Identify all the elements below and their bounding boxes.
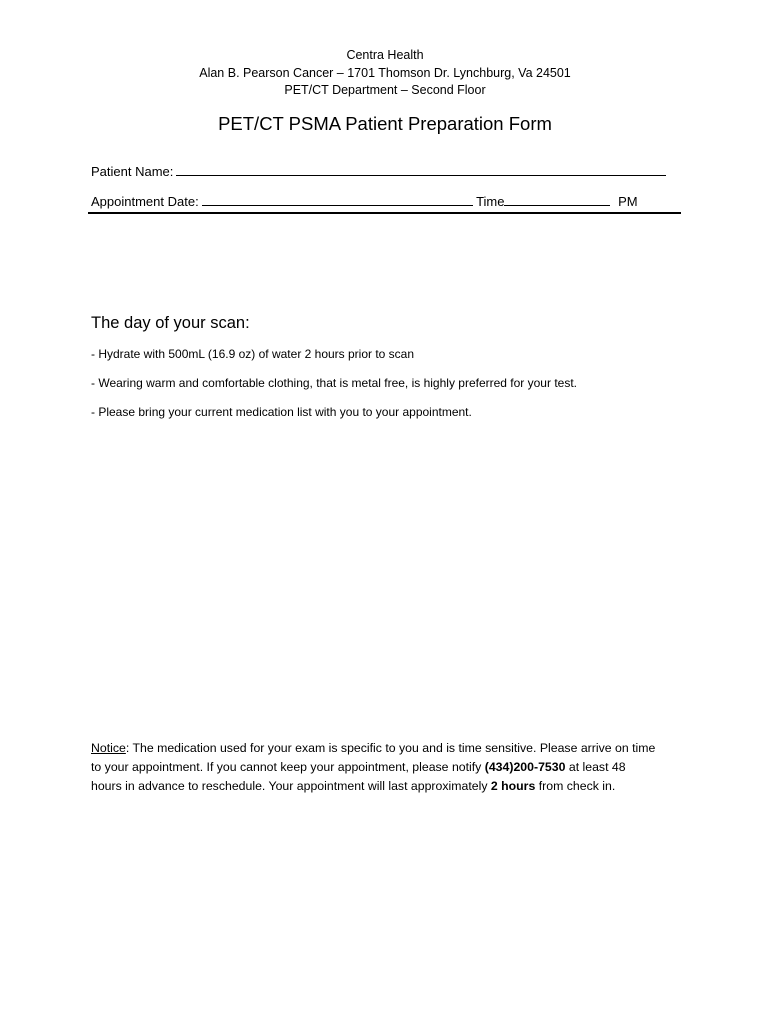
org-name: Centra Health xyxy=(346,48,424,62)
notice-line-3 xyxy=(91,777,681,796)
scan-day-instructions xyxy=(91,345,577,432)
section-divider xyxy=(88,212,681,214)
notice-line-1 xyxy=(91,739,681,758)
time-blank xyxy=(504,192,610,206)
notice-text-1: : The medication used for your exam is specific to you and is time sensitive. Please arrive on time xyxy=(125,741,656,755)
notice-text-2b: at least 48 xyxy=(565,760,626,774)
notice-text-3b: from check in. xyxy=(535,779,616,793)
notice-label: Notice xyxy=(91,741,126,755)
instruction-item: - Please bring your current medication list with you to your appointment. xyxy=(91,405,472,419)
notice-line-2 xyxy=(91,758,681,777)
form-title: PET/CT PSMA Patient Preparation Form xyxy=(218,113,552,134)
patient-name-row xyxy=(91,162,666,181)
notice-phone: (434)200-7530 xyxy=(484,760,566,774)
notice-paragraph xyxy=(91,739,681,796)
notice-text-3a: hours in advance to reschedule. Your appointment will last approximately xyxy=(91,779,491,793)
time-label: Time xyxy=(476,194,505,209)
notice-duration: 2 hours xyxy=(490,779,536,793)
org-address: Alan B. Pearson Cancer – 1701 Thomson Dr. Lynchburg, Va 24501 xyxy=(199,65,571,80)
department-location: PET/CT Department – Second Floor xyxy=(284,83,486,97)
patient-name-label: Patient Name: xyxy=(91,164,174,179)
pm-label: PM xyxy=(618,194,638,209)
instruction-item: - Hydrate with 500mL (16.9 oz) of water 2 hours prior to scan xyxy=(91,347,415,361)
instruction-item: - Wearing warm and comfortable clothing, that is metal free, is highly preferred for your test. xyxy=(91,376,577,390)
notice-text-2a: to your appointment. If you cannot keep your appointment, please notify xyxy=(91,760,485,774)
letterhead xyxy=(0,47,770,100)
appointment-row xyxy=(91,192,638,211)
appointment-date-blank xyxy=(202,192,473,206)
scan-day-heading: The day of your scan: xyxy=(91,314,250,332)
patient-name-blank xyxy=(176,162,666,176)
appointment-date-label: Appointment Date: xyxy=(91,194,199,209)
